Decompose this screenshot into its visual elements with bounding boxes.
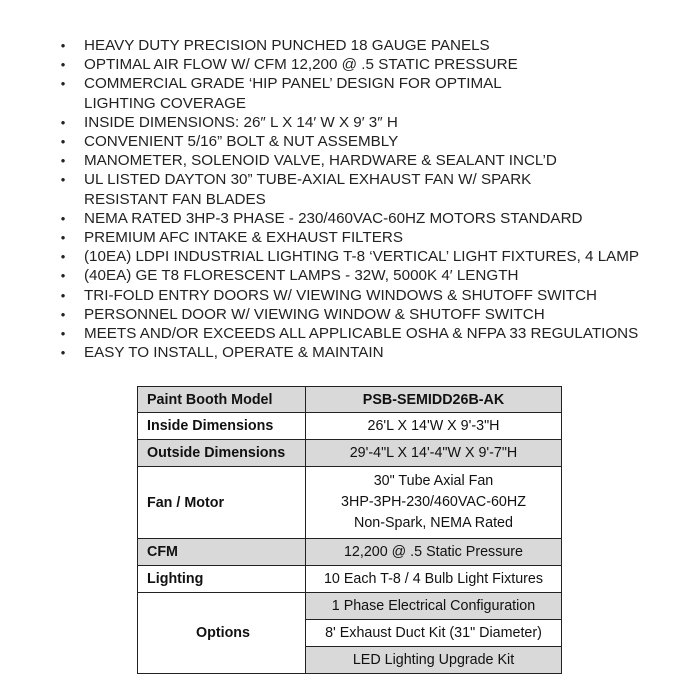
feature-item: • HEAVY DUTY PRECISION PUNCHED 18 GAUGE PANELS: [58, 36, 688, 55]
bullet-icon: •: [60, 210, 66, 226]
lighting-value: 10 Each T-8 / 4 Bulb Light Fixtures: [306, 566, 562, 593]
model-label: Paint Booth Model: [138, 387, 306, 413]
bullet-icon: •: [60, 57, 66, 73]
options-label: Options: [138, 593, 306, 674]
feature-item: • NEMA RATED 3HP-3 PHASE - 230/460VAC-60HZ MOTORS STANDARD: [58, 209, 688, 228]
feature-item: • CONVENIENT 5/16” BOLT & NUT ASSEMBLY: [58, 132, 688, 151]
table-row-model: [138, 387, 562, 413]
feature-item: • INSIDE DIMENSIONS: 26″ L X 14′ W X 9′ 3″ H: [58, 113, 688, 132]
bullet-icon: •: [60, 287, 66, 303]
spec-table: [137, 386, 562, 674]
feature-item: • MEETS AND/OR EXCEEDS ALL APPLICABLE OSHA & NFPA 33 REGULATIONS: [58, 324, 688, 343]
bullet-icon: •: [60, 38, 66, 53]
inside-dimensions-value: 26'L X 14'W X 9'-3"H: [306, 413, 562, 440]
bullet-icon: •: [60, 306, 66, 322]
feature-item: • COMMERCIAL GRADE ‘HIP PANEL’ DESIGN FOR OPTIMAL LIGHTING COVERAGE: [58, 74, 688, 112]
model-value: PSB-SEMIDD26B-AK: [306, 387, 562, 413]
option-item: 8' Exhaust Duct Kit (31" Diameter): [306, 620, 562, 647]
table-row-inside: [138, 413, 562, 440]
outside-dimensions-value: 29'-4"L X 14'-4"W X 9'-7"H: [306, 440, 562, 467]
feature-item: • TRI-FOLD ENTRY DOORS W/ VIEWING WINDOWS & SHUTOFF SWITCH: [58, 286, 688, 305]
table-row-outside: [138, 440, 562, 467]
bullet-icon: •: [60, 326, 66, 342]
bullet-icon: •: [60, 76, 66, 92]
bullet-icon: •: [60, 114, 66, 130]
fan-line: 3HP-3PH-230/460VAC-60HZ: [341, 494, 526, 510]
cfm-value: 12,200 @ .5 Static Pressure: [306, 539, 562, 566]
fan-motor-value: [306, 467, 562, 539]
feature-item: • (10EA) LDPI INDUSTRIAL LIGHTING T-8 ‘VERTICAL’ LIGHT FIXTURES, 4 LAMP: [58, 247, 688, 266]
option-item: LED Lighting Upgrade Kit: [306, 647, 562, 674]
table-row-fan: [138, 467, 562, 539]
table-row-cfm: [138, 539, 562, 566]
bullet-icon: •: [60, 153, 66, 169]
bullet-icon: •: [60, 230, 66, 246]
inside-dimensions-label: Inside Dimensions: [138, 413, 306, 440]
option-item: 1 Phase Electrical Configuration: [306, 593, 562, 620]
bullet-icon: •: [60, 134, 66, 150]
feature-item: • UL LISTED DAYTON 30” TUBE-AXIAL EXHAUST FAN W/ SPARK RESISTANT FAN BLADES: [58, 170, 688, 208]
fan-line: 30" Tube Axial Fan: [373, 473, 494, 489]
feature-item: • (40EA) GE T8 FLORESCENT LAMPS - 32W, 5000K 4′ LENGTH: [58, 266, 688, 285]
table-row-options: [138, 593, 562, 620]
fan-line: Non-Spark, NEMA Rated: [354, 515, 513, 531]
bullet-icon: •: [60, 345, 66, 361]
lighting-label: Lighting: [138, 566, 306, 593]
feature-item: • PERSONNEL DOOR W/ VIEWING WINDOW & SHUTOFF SWITCH: [58, 305, 688, 324]
outside-dimensions-label: Outside Dimensions: [138, 440, 306, 467]
feature-item: • MANOMETER, SOLENOID VALVE, HARDWARE & SEALANT INCL’D: [58, 151, 688, 170]
feature-item: • PREMIUM AFC INTAKE & EXHAUST FILTERS: [58, 228, 688, 247]
table-row-lighting: [138, 566, 562, 593]
feature-item: • OPTIMAL AIR FLOW W/ CFM 12,200 @ .5 STATIC PRESSURE: [58, 55, 688, 74]
bullet-icon: •: [60, 172, 66, 188]
feature-list: [58, 36, 688, 362]
bullet-icon: •: [60, 249, 66, 265]
fan-motor-label: Fan / Motor: [138, 467, 306, 539]
bullet-icon: •: [60, 268, 66, 284]
feature-item: • EASY TO INSTALL, OPERATE & MAINTAIN: [58, 343, 688, 362]
cfm-label: CFM: [138, 539, 306, 566]
